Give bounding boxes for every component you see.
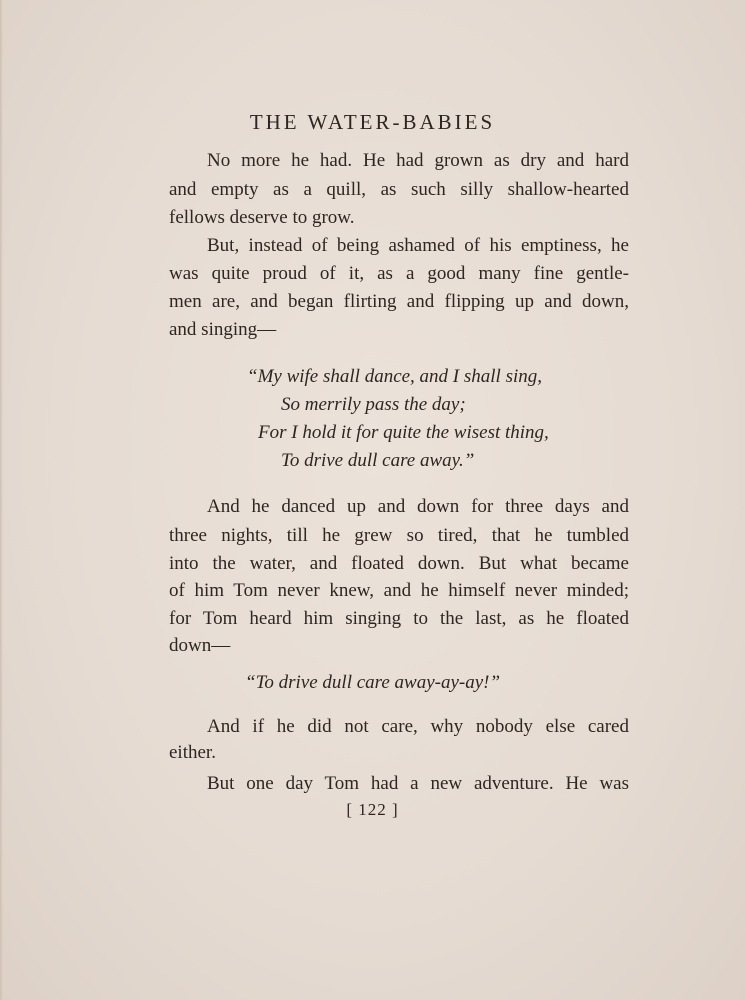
verse-line: To drive dull care away.” [281,450,475,471]
text-line: three nights, till he grew so tired, that he tumbled [169,525,629,546]
text-line: And if he did not care, why nobody else cared [207,716,629,737]
text-line: either. [169,742,216,763]
verse-line: For I hold it for quite the wisest thing, [258,422,549,443]
verse-line: “My wife shall dance, and I shall sing, [247,366,543,387]
text-line: for Tom heard him singing to the last, as he floated [169,608,629,629]
verse-line: So merrily pass the day; [281,394,466,415]
running-head: THE WATER-BABIES [249,110,496,134]
page-number: [ 122 ] [346,800,399,819]
text-line: down— [169,635,231,656]
text-line: No more he had. He had grown as dry and hard [207,150,629,171]
text-line: and singing— [169,319,277,340]
text-line: of him Tom never knew, and he himself never minded; [169,580,629,601]
text-line: But one day Tom had a new adventure. He was [207,773,629,794]
text-line: men are, and began flirting and flipping up and down, [169,291,629,312]
text-line: But, instead of being ashamed of his emptiness, he [207,235,629,256]
page-gutter-edge [0,0,3,1000]
text-line: into the water, and floated down. But what became [169,553,629,574]
text-line: And he danced up and down for three days and [207,496,629,517]
text-line: and empty as a quill, as such silly shallow-hearted [169,179,629,200]
text-line: was quite proud of it, as a good many fine gentle- [169,263,629,284]
verse-line: “To drive dull care away-ay-ay!” [245,672,501,693]
text-line: fellows deserve to grow. [169,207,355,228]
